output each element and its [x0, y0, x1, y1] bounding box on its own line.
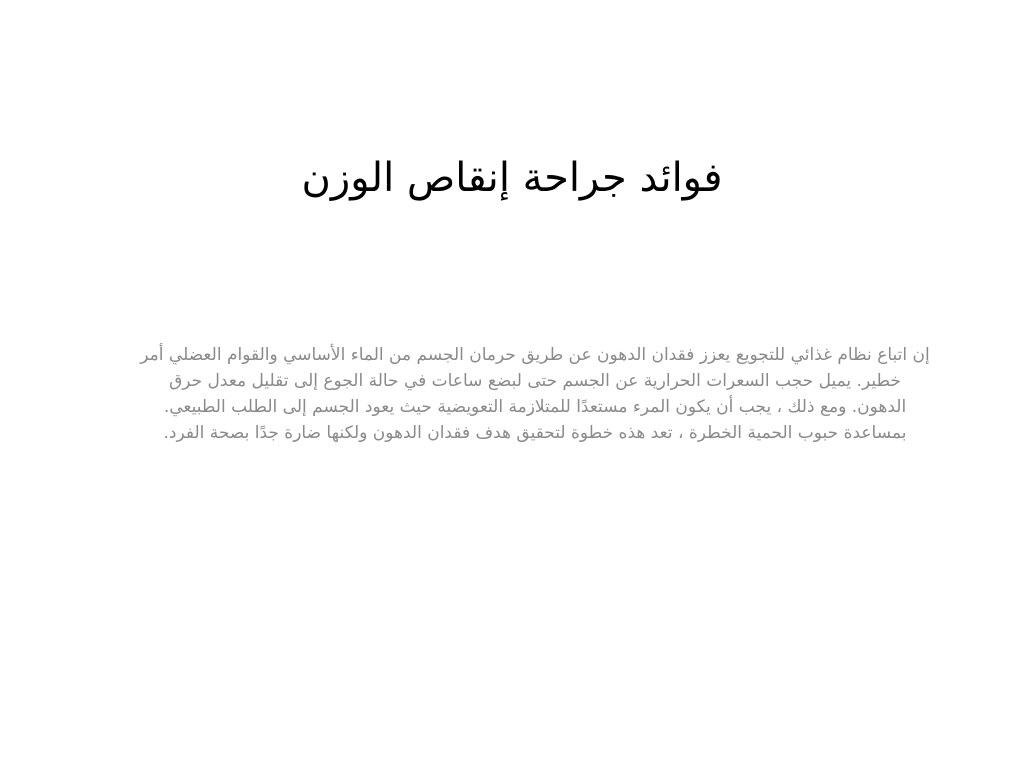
slide-body-text: إن اتباع نظام غذائي للتجويع يعزز فقدان الدهون عن طريق حرمان الجسم من الماء الأساسي والقوام العضلي أمر خطير. يميل حجب السعرات الحرارية عن الجسم حتى لبضع ساعات في حالة الجوع إلى تقليل معدل حرق الدهون. ومع ذلك ، يجب أن يكون المرء مستعدًا للمتلازمة التعويضية حيث يعود الجسم إلى الطلب الطبيعي. بمساعدة حبوب الحمية الخطرة ، تعد هذه خطوة لتحقيق هدف فقدان الدهون ولكنها ضارة جدًا بصحة الفرد. — [140, 345, 930, 443]
slide-title: فوائد جراحة إنقاص الوزن — [301, 155, 723, 201]
